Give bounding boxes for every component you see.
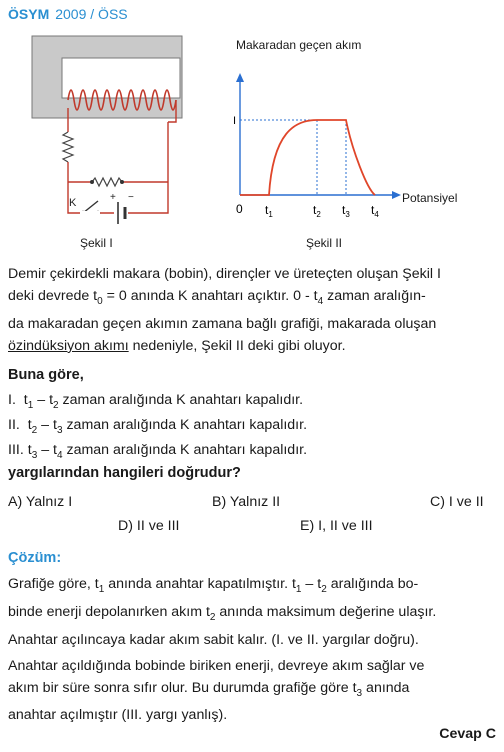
option-D[interactable]: D) II ve III <box>118 518 180 534</box>
solution-line-3: Anahtar açılıncaya kadar akım sabit kalır. (I. ve II. yargılar doğru). <box>8 631 419 648</box>
option-A[interactable]: A) Yalnız I <box>8 494 73 510</box>
x-tick-t2: $t_2$ <box>313 203 321 219</box>
x-axis-arrow <box>392 191 401 199</box>
solution-title: Çözüm: <box>8 550 62 566</box>
statement-1: I. $t_1 - t_2$ zaman aralığında K anahtarı kapalıdır. <box>8 392 304 411</box>
origin-label: 0 <box>236 202 243 216</box>
solution-line-2: binde enerji depolanırken akım $t_2$ anında maksimum değerine ulaşır. <box>8 603 437 623</box>
resistor-horizontal <box>92 178 122 186</box>
year-label: 2009 / ÖSS <box>55 6 128 22</box>
source-label: ÖSYM <box>8 6 50 22</box>
option-B[interactable]: B) Yalnız II <box>212 494 281 510</box>
statement-3: III. $t_3 - t_4$ zaman aralığında K anahtarı kapalıdır. <box>8 442 308 461</box>
y-tick-I: I <box>233 115 237 127</box>
answer-label: Cevap C <box>439 726 496 742</box>
x-tick-t3: $t_3$ <box>342 203 350 219</box>
figure-2-label: Şekil II <box>306 236 343 250</box>
x-tick-t1: $t_1$ <box>265 203 273 219</box>
circuit-diagram <box>10 28 190 228</box>
question-intro <box>8 263 494 357</box>
exam-source <box>8 6 128 22</box>
graph-xlabel: Potansiyel <box>402 191 458 205</box>
switch-label: K <box>69 197 77 209</box>
y-axis-arrow <box>236 73 244 82</box>
solution-line-1: Grafiğe göre, $t_1$ anında anahtar kapatılmıştır. $t_1 - t_2$ aralığında bo- <box>8 576 419 595</box>
option-C[interactable]: C) I ve II <box>430 494 484 510</box>
question-ask: yargılarından hangileri doğrudur? <box>8 465 241 481</box>
x-tick-t4: $t_4$ <box>371 203 379 219</box>
intro-line-3: da makaradan geçen akımın zamana bağlı grafiği, makarada oluşan <box>8 315 437 332</box>
resistor-vertical <box>63 132 73 162</box>
solution-line-6: anahtar açılmıştır (III. yargı yanlış). <box>8 707 228 724</box>
intro-line-1: Demir çekirdekli makara (bobin), dirençler ve üreteçten oluşan Şekil I <box>8 266 441 282</box>
question-prompt: Buna göre, <box>8 367 84 383</box>
solution-line-4: Anahtar açıldığında bobinde biriken enerji, devreye akım sağlar ve <box>8 657 425 674</box>
battery-minus: − <box>128 192 134 203</box>
graph-ylabel: Makaradan geçen akım <box>236 38 362 52</box>
battery-plus: + <box>110 192 116 203</box>
option-E[interactable]: E) I, II ve III <box>300 518 373 534</box>
figure-1-label: Şekil I <box>80 236 113 250</box>
solution-line-5: akım bir süre sonra sıfır olur. Bu durumda grafiğe göre $t_3$ anında <box>8 679 410 699</box>
statement-2: II. $t_2 - t_3$ zaman aralığında K anahtarı kapalıdır. <box>8 417 308 436</box>
solution-text <box>8 573 494 726</box>
intro-line-4: özindüksiyon akımı nedeniyle, Şekil II deki gibi oluyor. <box>8 337 346 354</box>
intro-line-2: deki devrede $t_0 = 0$ anında K anahtarı açıktır. $0 - t_4$ zaman aralığın- <box>8 288 426 307</box>
current-curve <box>240 120 375 195</box>
